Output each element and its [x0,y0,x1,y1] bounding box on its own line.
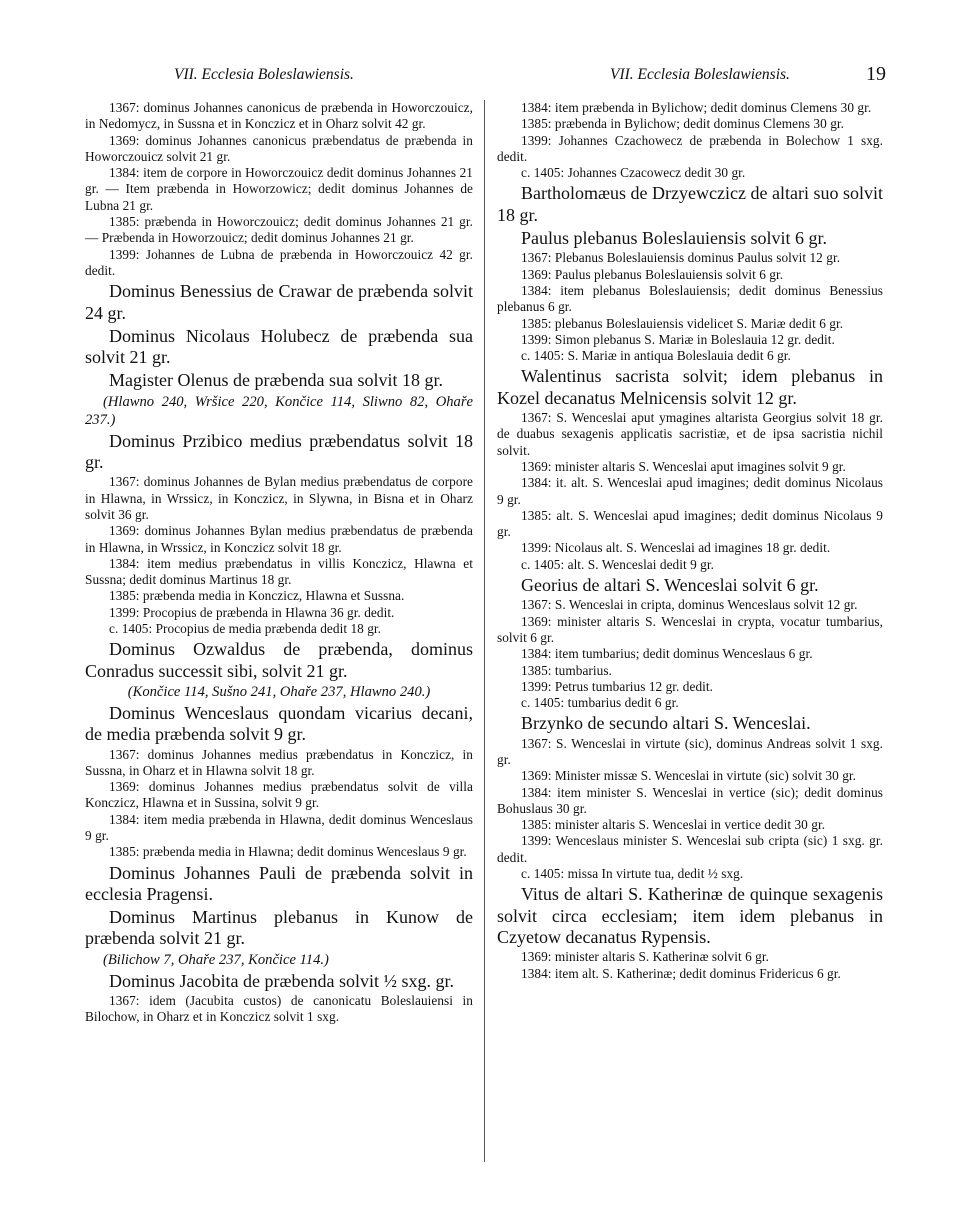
entry-heading: Dominus Przibico medius præbendatus solvit 18 gr. [85,430,473,473]
entry-heading: Dominus Wenceslaus quondam vicarius decani, de media præbenda solvit 9 gr. [85,702,473,745]
record-line: 1384: it. alt. S. Wenceslai apud imagines; dedit dominus Nicolaus 9 gr. [497,475,883,507]
record-line: 1399: Wenceslaus minister S. Wenceslai sub cripta (sic) 1 sxg. gr. dedit. [497,833,883,865]
entry-heading: Dominus Nicolaus Holubecz de præbenda sua solvit 21 gr. [85,325,473,368]
left-column [85,100,473,1026]
record-line: 1367: dominus Johannes de Bylan medius præbendatus de corpore in Hlawna, in Wrssicz, in Konczicz, in Slywna, in Bisna et in Oharz solvit 36 gr. [85,474,473,522]
record-line: c. 1405: Procopius de media præbenda dedit 18 gr. [109,621,382,637]
entry-heading: Brzynko de secundo altari S. Wenceslai. [521,713,811,734]
record-line: 1367: S. Wenceslai aput ymagines altarista Georgius solvit 18 gr. de duabus sexagenis applicatis sacristiæ, et de ipsa sacristia nichil solvit. [497,410,883,458]
running-header-left: VII. Ecclesia Boleslawiensis. [174,66,354,83]
record-line: c. 1405: S. Mariæ in antiqua Boleslauia dedit 6 gr. [521,348,791,364]
record-line: 1385: alt. S. Wenceslai apud imagines; dedit dominus Nicolaus 9 gr. [497,507,883,540]
record-line: 1369: dominus Johannes Bylan medius præbendatus de præbenda in Hlawna, in Wrssicz, in Konczicz solvit 18 gr. [85,523,473,555]
right-column [497,100,883,982]
entry-heading: Dominus Benessius de Crawar de præbenda solvit 24 gr. [85,281,473,323]
record-line: 1369: minister altaris S. Wenceslai aput imagines solvit 9 gr. [521,458,846,474]
entry-heading: Walentinus sacrista solvit; idem plebanus in Kozel decanatus Melnicensis solvit 12 gr. [497,366,883,408]
record-line: 1384: item alt. S. Katherinæ; dedit dominus Fridericus 6 gr. [521,965,841,981]
record-line: 1367: S. Wenceslai in virtute (sic), dominus Andreas solvit 1 sxg. gr. [497,735,883,767]
record-line: 1384: item minister S. Wenceslai in vertice (sic); dedit dominus Bohuslaus 30 gr. [497,784,883,816]
entry-heading: Dominus Martinus plebanus in Kunow de præbenda solvit 21 gr. [85,907,473,949]
entry-heading: Dominus Johannes Pauli de præbenda solvit in ecclesia Pragensi. [85,862,473,904]
record-line: 1369: dominus Johannes medius præbendatus solvit de villa Konczicz, Hlawna et in Sussina, solvit 9 gr. [85,779,473,811]
record-line: 1384: item præbenda in Bylichow; dedit dominus Clemens 30 gr. [521,100,872,115]
entry-heading: Vitus de altari S. Katherinæ de quinque sexagenis solvit circa ecclesiam; item idem plebanus in Czyetow decanatus Rypensis. [497,884,883,947]
record-line: 1367: dominus Johannes canonicus de præbenda in Howorczouicz, in Nedomycz, in Sussna et in Konczicz et in Oharz solvit 42 gr. [85,100,473,132]
record-line: 1385: plebanus Boleslauiensis videlicet S. Mariæ dedit 6 gr. [521,315,844,331]
entry-heading: Georius de altari S. Wenceslai solvit 6 gr. [521,575,819,596]
record-line: 1399: Petrus tumbarius 12 gr. dedit. [521,678,714,694]
record-line: 1385: præbenda media in Konczicz, Hlawna et Sussna. [109,588,405,604]
record-line: 1385: præbenda media in Hlawna; dedit dominus Wenceslaus 9 gr. [109,844,467,860]
entry-heading: Bartholomæus de Drzyewczicz de altari suo solvit 18 gr. [497,183,883,225]
record-line: 1385: minister altaris S. Wenceslai in vertice dedit 30 gr. [521,817,826,833]
running-header-right: VII. Ecclesia Boleslawiensis. [610,66,790,83]
entry-heading: Dominus Jacobita de præbenda solvit ½ sxg. gr. [109,970,454,991]
record-line: c. 1405: missa In virtute tua, dedit ½ sxg. [521,866,744,882]
entry-heading: Magister Olenus de præbenda sua solvit 18 gr. [109,370,443,391]
record-line: 1367: Plebanus Boleslauiensis dominus Paulus solvit 12 gr. [521,250,841,266]
record-line: 1384: item tumbarius; dedit dominus Wenceslaus 6 gr. [521,646,813,662]
record-line: 1367: dominus Johannes medius præbendatus in Konczicz, in Sussna, in Oharz et in Hlawna solvit 18 gr. [85,746,473,778]
record-line: 1369: Minister missæ S. Wenceslai in virtute (sic) solvit 30 gr. [521,768,857,784]
place-note: (Bilichow 7, Ohaře 237, Končice 114.) [103,951,329,968]
record-line: 1369: dominus Johannes canonicus præbendatus de præbenda in Howorczouicz solvit 21 gr. [85,132,473,164]
entry-heading: Dominus Ozwaldus de præbenda, dominus Conradus successit sibi, solvit 21 gr. [85,639,473,681]
record-line: 1399: Johannes de Lubna de præbenda in Howorczouicz 42 gr. dedit. [85,246,473,278]
page-number: 19 [866,63,886,85]
entry-heading: Paulus plebanus Boleslauiensis solvit 6 gr. [521,228,827,249]
record-line: 1367: idem (Jacubita custos) de canonicatu Boleslauiensi in Bilochow, in Oharz et in Konczicz solvit 1 sxg. [85,993,473,1025]
column-divider [484,100,485,1162]
record-line: 1369: minister altaris S. Katherinæ solvit 6 gr. [521,949,770,965]
record-line: 1399: Nicolaus alt. S. Wenceslai ad imagines 18 gr. dedit. [521,540,831,556]
record-line: 1399: Simon plebanus S. Mariæ in Boleslauia 12 gr. dedit. [521,331,835,347]
record-line: 1385: tumbarius. [521,662,612,678]
record-line: 1384: item de corpore in Howorczouicz dedit dominus Johannes 21 gr. — Item præbenda in Howorzowicz; dedit dominus Johannes de Lubna 21 gr. [85,165,473,213]
record-line: 1369: minister altaris S. Wenceslai in crypta, vocatur tumbarius, solvit 6 gr. [497,613,883,645]
record-line: 1369: Paulus plebanus Boleslauiensis solvit 6 gr. [521,266,784,282]
place-note: (Hlawno 240, Wršice 220, Končice 114, Sliwno 82, Ohaře 237.) [85,393,473,428]
record-line: 1385: præbenda in Howorczouicz; dedit dominus Johannes 21 gr. — Præbenda in Howorzouicz; dedit dominus Johannes 21 gr. [85,214,473,246]
record-line: 1384: item plebanus Boleslauiensis; dedit dominus Benessius plebanus 6 gr. [497,282,883,315]
record-line: 1384: item medius præbendatus in villis Konczicz, Hlawna et Sussna; dedit dominus Martinus 18 gr. [85,555,473,588]
record-line: c. 1405: Johannes Czacowecz dedit 30 gr. [521,165,746,181]
record-line: c. 1405: tumbarius dedit 6 gr. [521,695,679,711]
record-line: c. 1405: alt. S. Wenceslai dedit 9 gr. [521,556,714,572]
record-line: 1399: Johannes Czachowecz de præbenda in Bolechow 1 sxg. dedit. [497,132,883,164]
place-note: (Končice 114, Sušno 241, Ohaře 237, Hlawno 240.) [127,683,431,700]
record-line: 1384: item media præbenda in Hlawna, dedit dominus Wenceslaus 9 gr. [85,811,473,843]
record-line: 1399: Procopius de præbenda in Hlawna 36 gr. dedit. [109,604,395,620]
record-line: 1367: S. Wenceslai in cripta, dominus Wenceslaus solvit 12 gr. [521,597,858,613]
record-line: 1385: præbenda in Bylichow; dedit dominus Clemens 30 gr. [521,116,845,132]
